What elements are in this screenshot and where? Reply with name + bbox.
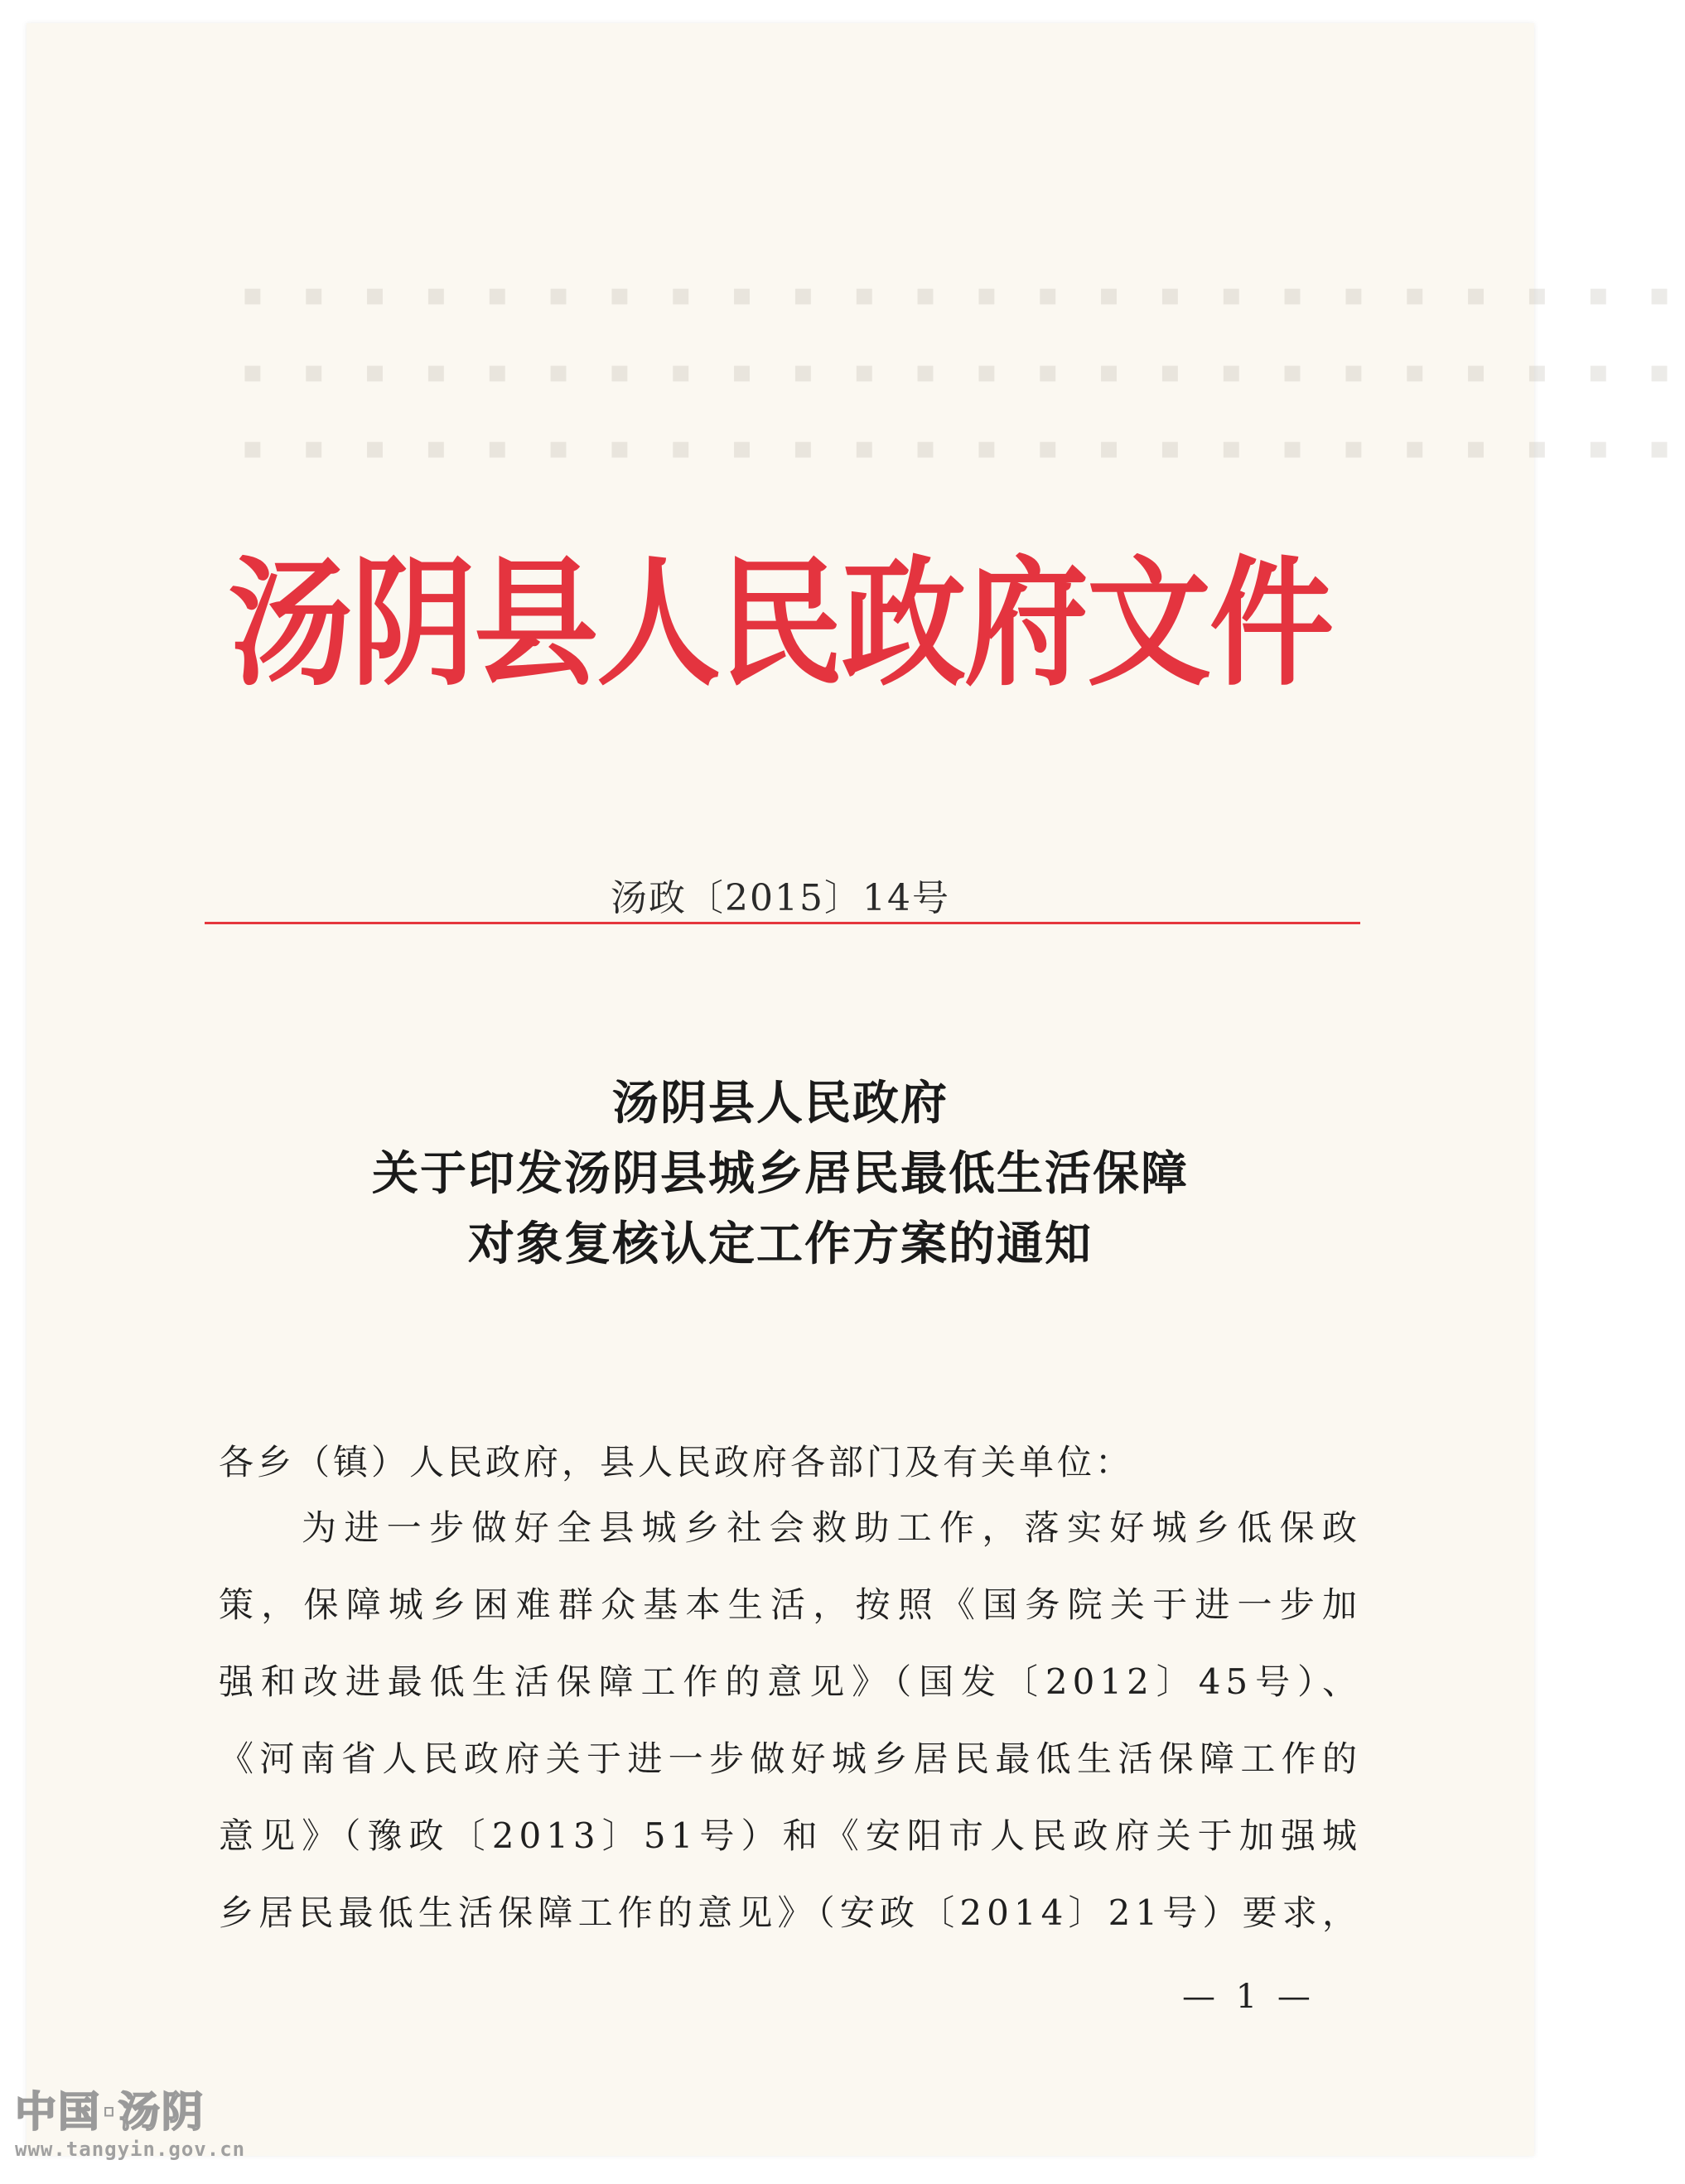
salutation: 各乡（镇）人民政府，县人民政府各部门及有关单位：: [219, 1442, 1134, 1483]
watermark-title: 中国·汤阴: [15, 2088, 205, 2136]
show-through-texture: ▪ ▪ ▪ ▪ ▪ ▪ ▪ ▪ ▪ ▪ ▪ ▪ ▪ ▪ ▪ ▪ ▪ ▪ ▪ ▪ ▪ ▪ ▪ ▪: [242, 429, 1685, 465]
watermark-url: www.tangyin.gov.cn: [15, 2138, 246, 2161]
body-line: 策，保障城乡困难群众基本生活，按照《国务院关于进一步加: [219, 1584, 1362, 1625]
notice-title-line-3: 对象复核认定工作方案的通知: [468, 1217, 1093, 1271]
notice-title-line-2: 关于印发汤阴县城乡居民最低生活保障: [372, 1146, 1189, 1201]
notice-title-line-1: 汤阴县人民政府: [612, 1076, 949, 1131]
body-line: 乡居民最低生活保障工作的意见》（安政〔2014〕21号）要求，: [219, 1892, 1362, 1933]
document-page: [27, 23, 1685, 2156]
body-line: 强和改进最低生活保障工作的意见》（国发〔2012〕45号）、: [219, 1661, 1362, 1702]
body-line: 为进一步做好全县城乡社会救助工作，落实好城乡低保政: [302, 1507, 1362, 1548]
document-header-title: 汤阴县人民政府文件: [228, 542, 1332, 706]
show-through-texture: ▪ ▪ ▪ ▪ ▪ ▪ ▪ ▪ ▪ ▪ ▪ ▪ ▪ ▪ ▪ ▪ ▪ ▪ ▪ ▪ ▪ ▪ ▪ ▪: [242, 276, 1685, 312]
red-divider-rule: [205, 922, 1360, 924]
body-paragraph: [219, 1489, 1362, 1951]
show-through-texture: ▪ ▪ ▪ ▪ ▪ ▪ ▪ ▪ ▪ ▪ ▪ ▪ ▪ ▪ ▪ ▪ ▪ ▪ ▪ ▪ ▪ ▪ ▪ ▪: [242, 353, 1685, 389]
document-number: 汤政〔2015〕14号: [611, 877, 950, 919]
body-line: 《河南省人民政府关于进一步做好城乡居民最低生活保障工作的: [219, 1738, 1362, 1779]
page-number: — 1 —: [1182, 1978, 1316, 2016]
body-line: 意见》（豫政〔2013〕51号）和《安阳市人民政府关于加强城: [219, 1815, 1362, 1856]
site-watermark: [15, 2088, 246, 2161]
